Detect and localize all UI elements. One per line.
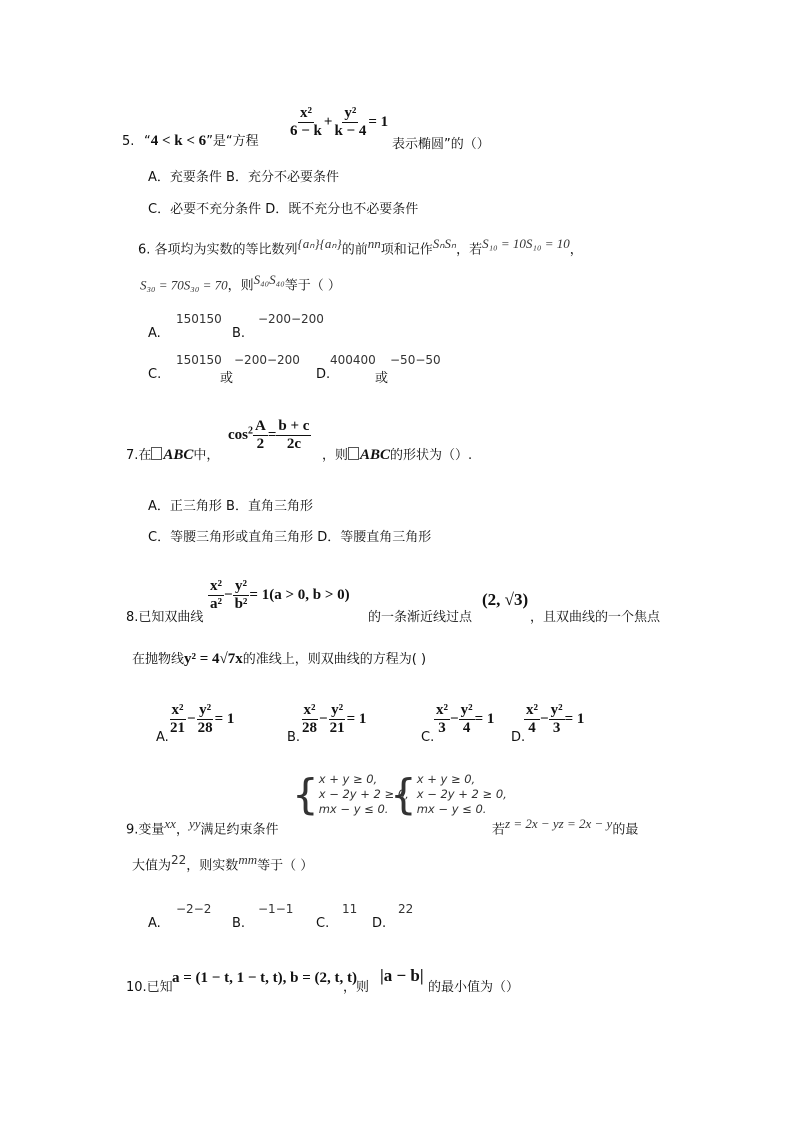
option-c-label: C.: [421, 730, 435, 745]
option-d-formula: $\frac{\text{x²}}{4}$ − $\frac{\text{y²}}{3}$ = 1: [526, 702, 585, 736]
stem-line2: 大值为$^{22}$，则实数$^{mm}$等于（ ）: [132, 852, 314, 874]
option-a-label: A.: [148, 326, 161, 341]
option-b-label: B.: [287, 730, 301, 745]
option-a-value: −2−2: [176, 902, 212, 916]
stem-line2: 在抛物线y² = 4√7x的准线上，则双曲线的方程为( ): [132, 651, 427, 667]
constraint-system-2: { x + y ≥ 0, x − 2y + 2 ≥ 0, mx − y ≤ 0.: [390, 769, 507, 819]
question-number: 5.: [122, 134, 135, 149]
question-stem-tail: ，则 ABC的形状为（）.: [322, 447, 473, 463]
question-stem: 8.已知双曲线: [126, 610, 204, 625]
option-c-or: 或: [220, 371, 234, 386]
option-c-label: C.: [148, 367, 162, 382]
parabola-formula: y² = 4√7x: [184, 651, 243, 667]
option-b-value: −200−200: [258, 312, 324, 326]
option-b-formula: $\frac{\text{x²}}{28}$ − $\frac{\text{y²}}{21}$ = 1: [302, 702, 367, 736]
fraction: $\frac{b + c}{2c}$: [278, 418, 310, 452]
point-formula: (2, √3): [482, 590, 529, 609]
triangle-symbol-box: [151, 447, 162, 460]
option-d-value1: 400400: [330, 353, 376, 367]
question-stem: 10.已知: [126, 980, 173, 995]
condition-formula: 4 < k < 6: [150, 133, 207, 149]
option-c-value: 11: [342, 902, 358, 916]
question-stem-line2: S₃₀ = 70S₃₀ = 70，则$^{S_{40}S_{40}}$等于（ ）: [140, 272, 341, 294]
option-d-label: D.: [511, 730, 526, 745]
fraction: $\frac{\text{y²}}{\text{b²}}$: [234, 578, 248, 612]
stem-text: ，则: [343, 980, 370, 995]
option-c-formula: $\frac{\text{x²}}{3}$ − $\frac{\text{y²}}{4}$ = 1: [436, 702, 495, 736]
stem-text: ”是“方程: [206, 134, 259, 149]
option-a-label: A.: [156, 730, 169, 745]
question-stem: 6. 各项均为实数的等比数列$^{\{a_n\}\{a_n\}}$的前$^{nn}$项和记作$^{S_nS_n}$，若$^{S_{10} = 10S_{10} = 10}$，: [138, 236, 583, 258]
option-d-or: 或: [375, 371, 389, 386]
options-ab: A．充要条件 B．充分不必要条件: [148, 170, 339, 185]
option-d-label: D.: [372, 916, 387, 931]
option-b-label: B.: [232, 326, 246, 341]
stem-text: 的一条渐近线过点: [368, 610, 473, 625]
option-c-value2: −200−200: [234, 353, 300, 367]
option-d-label: D.: [316, 367, 331, 382]
triangle-symbol-box: [348, 447, 359, 460]
cosine-equation: $\cos^2$ $\frac{A}{2}$ = $\frac{b + c}{2c}$: [228, 418, 310, 452]
fraction: $\frac{\text{x²}}{6 - k}$: [290, 105, 322, 139]
vector-formula: a = (1 − t, 1 − t, t), b = (2, t, t): [172, 970, 357, 986]
fraction: $\frac{\text{y²}}{k - 4}$: [334, 105, 367, 139]
quote-open: “: [144, 134, 151, 149]
stem-tail: 的最小值为（）: [428, 980, 520, 995]
option-c-value1: 150150: [176, 353, 222, 367]
fraction: $\frac{A}{2}$: [255, 418, 266, 452]
option-a-formula: $\frac{\text{x²}}{21}$ − $\frac{\text{y²}}{28}$ = 1: [170, 702, 235, 736]
option-d-value: 22: [398, 902, 414, 916]
option-d-value2: −50−50: [390, 353, 441, 367]
constraint-system-1: { x + y ≥ 0, x − 2y + 2 ≥ 0, mx − y ≤ 0.: [292, 769, 409, 819]
stem-text: ，且双曲线的一个焦点: [530, 610, 661, 625]
options-cd: C．等腰三角形或直角三角形 D．等腰直角三角形: [148, 530, 432, 545]
option-a-label: A.: [148, 916, 161, 931]
stem-tail: 表示椭圆”的（）: [392, 137, 490, 152]
option-b-label: B.: [232, 916, 246, 931]
hyperbola-equation: $\frac{\text{x²}}{\text{a²}}$ − $\frac{\text{y²}}{\text{b²}}$ = 1(a > 0, b > 0): [210, 578, 350, 612]
options-ab: A．正三角形 B．直角三角形: [148, 499, 313, 514]
options-cd: C．必要不充分条件 D．既不充分也不必要条件: [148, 202, 419, 217]
question-stem: [144, 130, 259, 150]
question-stem: 9.变量$^{xx}$，$^{yy}$满足约束条件: [126, 816, 279, 838]
sequence-symbol: {aₙ}{aₙ}: [297, 236, 342, 251]
abs-formula: |a − b|: [380, 966, 424, 985]
stem-text: 若$^{z = 2x - yz = 2x - y}$的最: [492, 816, 639, 838]
option-c-label: C.: [316, 916, 330, 931]
objective-formula: z = 2x − yz = 2x − y: [505, 816, 613, 831]
option-b-value: −1−1: [258, 902, 294, 916]
fraction: $\frac{\text{x²}}{\text{a²}}$: [210, 578, 222, 612]
ellipse-equation: $\frac{\text{x²}}{6 - k}$ + $\frac{\text{y²}}{k - 4}$ = 1: [290, 105, 389, 139]
question-stem: 7.在 ABC中，: [126, 447, 220, 463]
option-a-value: 150150: [176, 312, 222, 326]
